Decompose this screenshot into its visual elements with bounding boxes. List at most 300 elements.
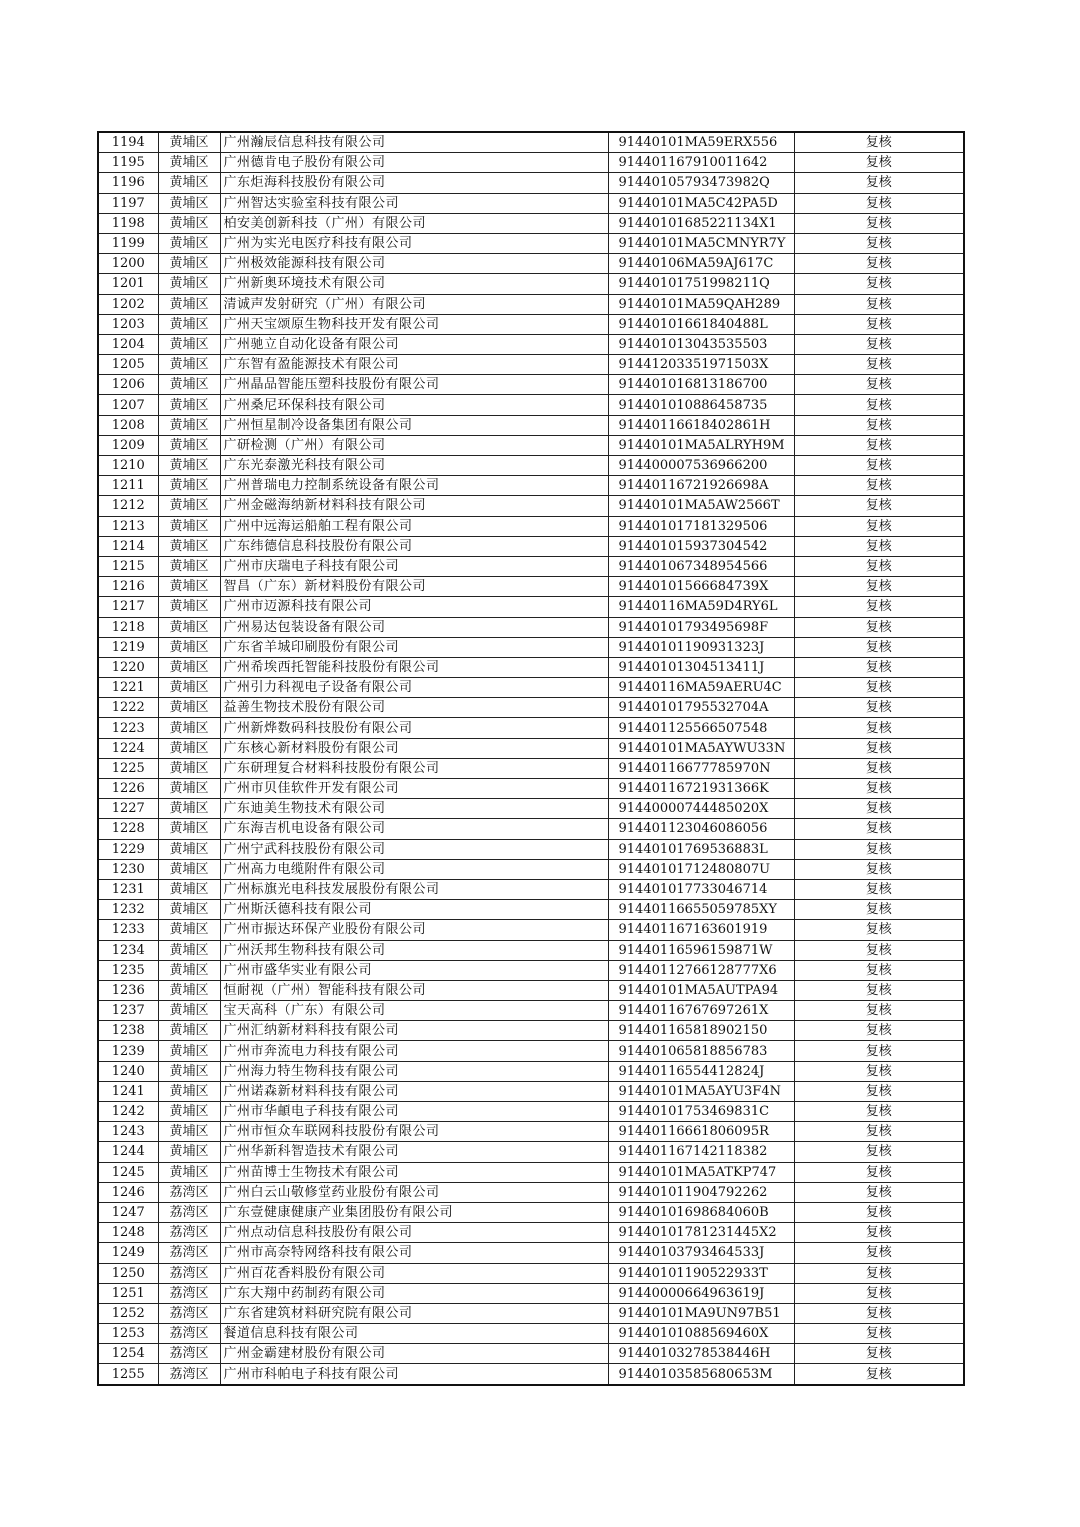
company-name-cell: 恒耐视（广州）智能科技有限公司 (220, 980, 608, 1000)
company-name-cell: 广州极效能源科技有限公司 (220, 254, 608, 274)
district-cell: 黄埔区 (158, 395, 220, 415)
review-type-cell: 复核 (794, 375, 964, 395)
district-cell: 荔湾区 (158, 1303, 220, 1323)
review-type-cell: 复核 (794, 758, 964, 778)
review-type-cell: 复核 (794, 415, 964, 435)
review-type-cell: 复核 (794, 294, 964, 314)
review-type-cell: 复核 (794, 657, 964, 677)
district-cell: 黄埔区 (158, 375, 220, 395)
review-type-cell: 复核 (794, 799, 964, 819)
company-name-cell: 广州新奥环境技术有限公司 (220, 274, 608, 294)
review-type-cell: 复核 (794, 577, 964, 597)
district-cell: 黄埔区 (158, 1122, 220, 1142)
row-number-cell: 1218 (98, 617, 158, 637)
review-type-cell: 复核 (794, 1283, 964, 1303)
company-name-cell: 广州桑尼环保科技有限公司 (220, 395, 608, 415)
district-cell: 黄埔区 (158, 779, 220, 799)
district-cell: 黄埔区 (158, 799, 220, 819)
table-row (98, 1364, 964, 1385)
district-cell: 黄埔区 (158, 556, 220, 576)
company-name-cell: 广州沃邦生物科技有限公司 (220, 940, 608, 960)
credit-code-cell: 91440101MA5ALRYH9M (608, 435, 794, 455)
review-type-cell: 复核 (794, 213, 964, 233)
district-cell: 黄埔区 (158, 294, 220, 314)
review-type-cell: 复核 (794, 1041, 964, 1061)
review-type-cell: 复核 (794, 516, 964, 536)
review-type-cell: 复核 (794, 839, 964, 859)
district-cell: 黄埔区 (158, 193, 220, 213)
district-cell: 黄埔区 (158, 132, 220, 153)
table-row (98, 879, 964, 899)
district-cell: 黄埔区 (158, 516, 220, 536)
district-cell: 黄埔区 (158, 678, 220, 698)
row-number-cell: 1194 (98, 132, 158, 153)
credit-code-cell: 91440101190931323J (608, 637, 794, 657)
review-type-cell: 复核 (794, 132, 964, 153)
table-row (98, 476, 964, 496)
table-row (98, 1021, 964, 1041)
company-name-cell: 广州引力科视电子设备有限公司 (220, 678, 608, 698)
company-name-cell: 广州市迈源科技有限公司 (220, 597, 608, 617)
table-row (98, 1081, 964, 1101)
company-name-cell: 广东炬海科技股份有限公司 (220, 173, 608, 193)
review-type-cell: 复核 (794, 1344, 964, 1364)
row-number-cell: 1225 (98, 758, 158, 778)
row-number-cell: 1246 (98, 1182, 158, 1202)
credit-code-cell: 914401167910011642 (608, 153, 794, 173)
row-number-cell: 1197 (98, 193, 158, 213)
company-name-cell: 广州苗博士生物技术有限公司 (220, 1162, 608, 1182)
district-cell: 黄埔区 (158, 940, 220, 960)
row-number-cell: 1240 (98, 1061, 158, 1081)
company-name-cell: 广州市高奈特网络科技有限公司 (220, 1243, 608, 1263)
table-row (98, 1142, 964, 1162)
district-cell: 黄埔区 (158, 355, 220, 375)
table-row (98, 779, 964, 799)
row-number-cell: 1255 (98, 1364, 158, 1385)
company-name-cell: 广州金霸建材股份有限公司 (220, 1344, 608, 1364)
company-name-cell: 广州斯沃德科技有限公司 (220, 900, 608, 920)
district-cell: 黄埔区 (158, 476, 220, 496)
row-number-cell: 1227 (98, 799, 158, 819)
company-name-cell: 广州驰立自动化设备有限公司 (220, 334, 608, 354)
credit-code-cell: 91440116721931366K (608, 779, 794, 799)
district-cell: 黄埔区 (158, 274, 220, 294)
district-cell: 黄埔区 (158, 839, 220, 859)
review-type-cell: 复核 (794, 254, 964, 274)
district-cell: 黄埔区 (158, 738, 220, 758)
table-row (98, 900, 964, 920)
district-cell: 黄埔区 (158, 758, 220, 778)
credit-code-cell: 914401016813186700 (608, 375, 794, 395)
credit-code-cell: 91440000664963619J (608, 1283, 794, 1303)
table-row (98, 496, 964, 516)
district-cell: 黄埔区 (158, 900, 220, 920)
table-row (98, 738, 964, 758)
company-name-cell: 广州汇纳新材料科技有限公司 (220, 1021, 608, 1041)
credit-code-cell: 91440103585680653M (608, 1364, 794, 1385)
credit-code-cell: 91440116655059785XY (608, 900, 794, 920)
row-number-cell: 1216 (98, 577, 158, 597)
review-type-cell: 复核 (794, 435, 964, 455)
table-row (98, 536, 964, 556)
review-type-cell: 复核 (794, 314, 964, 334)
review-type-cell: 复核 (794, 355, 964, 375)
company-name-cell: 宝天高科（广东）有限公司 (220, 1001, 608, 1021)
table-row (98, 1162, 964, 1182)
review-type-cell: 复核 (794, 1061, 964, 1081)
district-cell: 荔湾区 (158, 1364, 220, 1385)
row-number-cell: 1201 (98, 274, 158, 294)
table-row (98, 1324, 964, 1344)
company-name-cell: 广州市庆瑞电子科技有限公司 (220, 556, 608, 576)
district-cell: 荔湾区 (158, 1344, 220, 1364)
credit-code-cell: 91440101MA9UN97B51 (608, 1303, 794, 1323)
company-name-cell: 广州百花香料股份有限公司 (220, 1263, 608, 1283)
company-name-cell: 柏安美创新科技（广州）有限公司 (220, 213, 608, 233)
district-cell: 黄埔区 (158, 577, 220, 597)
credit-code-cell: 914401017181329506 (608, 516, 794, 536)
table-row (98, 274, 964, 294)
credit-code-cell: 914400007536966200 (608, 456, 794, 476)
district-cell: 荔湾区 (158, 1263, 220, 1283)
review-type-cell: 复核 (794, 334, 964, 354)
review-type-cell: 复核 (794, 496, 964, 516)
district-cell: 荔湾区 (158, 1182, 220, 1202)
table-row (98, 657, 964, 677)
table-row (98, 254, 964, 274)
table-row (98, 1102, 964, 1122)
review-type-cell: 复核 (794, 1202, 964, 1222)
district-cell: 黄埔区 (158, 1162, 220, 1182)
company-name-cell: 广州标旗光电科技发展股份有限公司 (220, 879, 608, 899)
review-type-cell: 复核 (794, 718, 964, 738)
table-body (98, 132, 964, 1385)
review-type-cell: 复核 (794, 859, 964, 879)
row-number-cell: 1209 (98, 435, 158, 455)
row-number-cell: 1234 (98, 940, 158, 960)
row-number-cell: 1245 (98, 1162, 158, 1182)
credit-code-cell: 91440101MA5AUTPA94 (608, 980, 794, 1000)
credit-code-cell: 91440101MA5C42PA5D (608, 193, 794, 213)
company-name-cell: 广州市奔流电力科技有限公司 (220, 1041, 608, 1061)
credit-code-cell: 91440116554412824J (608, 1061, 794, 1081)
row-number-cell: 1254 (98, 1344, 158, 1364)
table-row (98, 456, 964, 476)
credit-code-cell: 91440116721926698A (608, 476, 794, 496)
row-number-cell: 1249 (98, 1243, 158, 1263)
credit-code-cell: 91440101769536883L (608, 839, 794, 859)
district-cell: 黄埔区 (158, 415, 220, 435)
table-row (98, 920, 964, 940)
review-type-cell: 复核 (794, 1223, 964, 1243)
company-name-cell: 广东纬德信息科技股份有限公司 (220, 536, 608, 556)
row-number-cell: 1252 (98, 1303, 158, 1323)
table-row (98, 799, 964, 819)
review-type-cell: 复核 (794, 556, 964, 576)
credit-code-cell: 91440116618402861H (608, 415, 794, 435)
company-name-cell: 广州为实光电医疗科技有限公司 (220, 233, 608, 253)
table-row (98, 1061, 964, 1081)
company-name-cell: 广州德肯电子股份有限公司 (220, 153, 608, 173)
table-row (98, 758, 964, 778)
table-row (98, 718, 964, 738)
row-number-cell: 1196 (98, 173, 158, 193)
district-cell: 黄埔区 (158, 819, 220, 839)
row-number-cell: 1200 (98, 254, 158, 274)
district-cell: 黄埔区 (158, 536, 220, 556)
review-type-cell: 复核 (794, 678, 964, 698)
company-name-cell: 广州市华頔电子科技有限公司 (220, 1102, 608, 1122)
company-name-cell: 广东壹健康健康产业集团股份有限公司 (220, 1202, 608, 1222)
row-number-cell: 1243 (98, 1122, 158, 1142)
table-row (98, 334, 964, 354)
review-type-cell: 复核 (794, 1102, 964, 1122)
row-number-cell: 1203 (98, 314, 158, 334)
row-number-cell: 1219 (98, 637, 158, 657)
company-name-cell: 广州希埃西托智能科技股份有限公司 (220, 657, 608, 677)
row-number-cell: 1205 (98, 355, 158, 375)
review-type-cell: 复核 (794, 153, 964, 173)
credit-code-cell: 91440101781231445X2 (608, 1223, 794, 1243)
row-number-cell: 1220 (98, 657, 158, 677)
row-number-cell: 1229 (98, 839, 158, 859)
company-name-cell: 广东海吉机电设备有限公司 (220, 819, 608, 839)
district-cell: 黄埔区 (158, 657, 220, 677)
company-name-cell: 广州市盛华实业有限公司 (220, 960, 608, 980)
credit-code-cell: 91440101712480807U (608, 859, 794, 879)
district-cell: 黄埔区 (158, 254, 220, 274)
credit-code-cell: 91440103793464533J (608, 1243, 794, 1263)
review-type-cell: 复核 (794, 940, 964, 960)
review-type-cell: 复核 (794, 1021, 964, 1041)
credit-code-cell: 91440116661806095R (608, 1122, 794, 1142)
company-name-cell: 餐道信息科技有限公司 (220, 1324, 608, 1344)
district-cell: 黄埔区 (158, 1142, 220, 1162)
company-name-cell: 广东智有盈能源技术有限公司 (220, 355, 608, 375)
credit-code-cell: 914401011904792262 (608, 1182, 794, 1202)
company-name-cell: 广州易达包装设备有限公司 (220, 617, 608, 637)
credit-code-cell: 91440101MA5AW2566T (608, 496, 794, 516)
table-row (98, 355, 964, 375)
row-number-cell: 1223 (98, 718, 158, 738)
review-type-cell: 复核 (794, 1162, 964, 1182)
company-name-cell: 广东迪美生物技术有限公司 (220, 799, 608, 819)
district-cell: 荔湾区 (158, 1283, 220, 1303)
company-name-cell: 广州瀚辰信息科技有限公司 (220, 132, 608, 153)
row-number-cell: 1202 (98, 294, 158, 314)
review-type-cell: 复核 (794, 1081, 964, 1101)
credit-code-cell: 914401167142118382 (608, 1142, 794, 1162)
credit-code-cell: 914401165818902150 (608, 1021, 794, 1041)
row-number-cell: 1198 (98, 213, 158, 233)
row-number-cell: 1226 (98, 779, 158, 799)
review-type-cell: 复核 (794, 274, 964, 294)
credit-code-cell: 914401065818856783 (608, 1041, 794, 1061)
credit-code-cell: 91440101MA5ATKP747 (608, 1162, 794, 1182)
credit-code-cell: 91440101685221134X1 (608, 213, 794, 233)
district-cell: 黄埔区 (158, 153, 220, 173)
row-number-cell: 1248 (98, 1223, 158, 1243)
table-row (98, 577, 964, 597)
review-type-cell: 复核 (794, 617, 964, 637)
row-number-cell: 1244 (98, 1142, 158, 1162)
district-cell: 黄埔区 (158, 1041, 220, 1061)
table-row (98, 1202, 964, 1222)
credit-code-cell: 914401123046086056 (608, 819, 794, 839)
row-number-cell: 1207 (98, 395, 158, 415)
table-row (98, 516, 964, 536)
table-row (98, 698, 964, 718)
table-row (98, 1001, 964, 1021)
review-type-cell: 复核 (794, 1324, 964, 1344)
review-type-cell: 复核 (794, 879, 964, 899)
district-cell: 黄埔区 (158, 617, 220, 637)
row-number-cell: 1238 (98, 1021, 158, 1041)
table-row (98, 637, 964, 657)
row-number-cell: 1213 (98, 516, 158, 536)
row-number-cell: 1214 (98, 536, 158, 556)
company-name-cell: 广州宁武科技股份有限公司 (220, 839, 608, 859)
row-number-cell: 1250 (98, 1263, 158, 1283)
row-number-cell: 1232 (98, 900, 158, 920)
company-name-cell: 广州点动信息科技股份有限公司 (220, 1223, 608, 1243)
company-name-cell: 广州天宝颂原生物科技开发有限公司 (220, 314, 608, 334)
row-number-cell: 1233 (98, 920, 158, 940)
row-number-cell: 1241 (98, 1081, 158, 1101)
company-name-cell: 广州市振达环保产业股份有限公司 (220, 920, 608, 940)
company-name-cell: 广州白云山敬修堂药业股份有限公司 (220, 1182, 608, 1202)
row-number-cell: 1217 (98, 597, 158, 617)
district-cell: 黄埔区 (158, 698, 220, 718)
district-cell: 黄埔区 (158, 920, 220, 940)
company-name-cell: 广东核心新材料股份有限公司 (220, 738, 608, 758)
row-number-cell: 1242 (98, 1102, 158, 1122)
district-cell: 黄埔区 (158, 879, 220, 899)
table-row (98, 617, 964, 637)
row-number-cell: 1228 (98, 819, 158, 839)
row-number-cell: 1247 (98, 1202, 158, 1222)
review-type-cell: 复核 (794, 1001, 964, 1021)
district-cell: 黄埔区 (158, 1081, 220, 1101)
district-cell: 黄埔区 (158, 597, 220, 617)
credit-code-cell: 91440101793495698F (608, 617, 794, 637)
company-name-cell: 益善生物技术股份有限公司 (220, 698, 608, 718)
credit-code-cell: 914401010886458735 (608, 395, 794, 415)
row-number-cell: 1221 (98, 678, 158, 698)
table-row (98, 233, 964, 253)
table-row (98, 819, 964, 839)
review-type-cell: 复核 (794, 233, 964, 253)
table-row (98, 132, 964, 153)
review-type-cell: 复核 (794, 395, 964, 415)
district-cell: 黄埔区 (158, 314, 220, 334)
company-name-cell: 广州市科帕电子科技有限公司 (220, 1364, 608, 1385)
review-type-cell: 复核 (794, 1263, 964, 1283)
company-name-cell: 广东省羊城印刷股份有限公司 (220, 637, 608, 657)
table-row (98, 1223, 964, 1243)
district-cell: 黄埔区 (158, 1102, 220, 1122)
row-number-cell: 1211 (98, 476, 158, 496)
row-number-cell: 1195 (98, 153, 158, 173)
credit-code-cell: 91440101698684060B (608, 1202, 794, 1222)
credit-code-cell: 91440101088569460X (608, 1324, 794, 1344)
table-row (98, 173, 964, 193)
table-row (98, 314, 964, 334)
table-row (98, 1303, 964, 1323)
company-name-cell: 广东大翔中药制药有限公司 (220, 1283, 608, 1303)
district-cell: 黄埔区 (158, 1021, 220, 1041)
credit-code-cell: 91440106MA59AJ617C (608, 254, 794, 274)
review-type-cell: 复核 (794, 1243, 964, 1263)
company-list-table (97, 131, 965, 1386)
review-type-cell: 复核 (794, 597, 964, 617)
credit-code-cell: 91440103278538446H (608, 1344, 794, 1364)
credit-code-cell: 91440101190522933T (608, 1263, 794, 1283)
credit-code-cell: 914401013043535503 (608, 334, 794, 354)
company-name-cell: 广州智达实验室科技有限公司 (220, 193, 608, 213)
credit-code-cell: 91440101566684739X (608, 577, 794, 597)
credit-code-cell: 91440101MA5AYWU33N (608, 738, 794, 758)
table-row (98, 193, 964, 213)
district-cell: 黄埔区 (158, 435, 220, 455)
company-name-cell: 清诚声发射研究（广州）有限公司 (220, 294, 608, 314)
credit-code-cell: 91440101MA59QAH289 (608, 294, 794, 314)
district-cell: 荔湾区 (158, 1324, 220, 1344)
table-row (98, 1344, 964, 1364)
district-cell: 黄埔区 (158, 334, 220, 354)
company-name-cell: 广州海力特生物科技有限公司 (220, 1061, 608, 1081)
table-row (98, 1122, 964, 1142)
credit-code-cell: 91440112766128777X6 (608, 960, 794, 980)
company-name-cell: 广州市恒众车联网科技股份有限公司 (220, 1122, 608, 1142)
review-type-cell: 复核 (794, 173, 964, 193)
table-row (98, 1243, 964, 1263)
credit-code-cell: 91440101MA5CMNYR7Y (608, 233, 794, 253)
company-name-cell: 广州市贝佳软件开发有限公司 (220, 779, 608, 799)
review-type-cell: 复核 (794, 456, 964, 476)
district-cell: 荔湾区 (158, 1223, 220, 1243)
review-type-cell: 复核 (794, 637, 964, 657)
credit-code-cell: 914401067348954566 (608, 556, 794, 576)
credit-code-cell: 91440116677785970N (608, 758, 794, 778)
row-number-cell: 1215 (98, 556, 158, 576)
row-number-cell: 1208 (98, 415, 158, 435)
row-number-cell: 1236 (98, 980, 158, 1000)
district-cell: 黄埔区 (158, 1001, 220, 1021)
review-type-cell: 复核 (794, 698, 964, 718)
district-cell: 黄埔区 (158, 496, 220, 516)
row-number-cell: 1222 (98, 698, 158, 718)
table-row (98, 1263, 964, 1283)
credit-code-cell: 91440116MA59AERU4C (608, 678, 794, 698)
company-name-cell: 广东研理复合材料科技股份有限公司 (220, 758, 608, 778)
table-row (98, 415, 964, 435)
table-row (98, 395, 964, 415)
table-row (98, 859, 964, 879)
row-number-cell: 1204 (98, 334, 158, 354)
district-cell: 黄埔区 (158, 960, 220, 980)
review-type-cell: 复核 (794, 1303, 964, 1323)
table-row (98, 1283, 964, 1303)
review-type-cell: 复核 (794, 819, 964, 839)
district-cell: 荔湾区 (158, 1202, 220, 1222)
credit-code-cell: 91440101753469831C (608, 1102, 794, 1122)
review-type-cell: 复核 (794, 536, 964, 556)
credit-code-cell: 914401015937304542 (608, 536, 794, 556)
table-row (98, 1041, 964, 1061)
row-number-cell: 1253 (98, 1324, 158, 1344)
